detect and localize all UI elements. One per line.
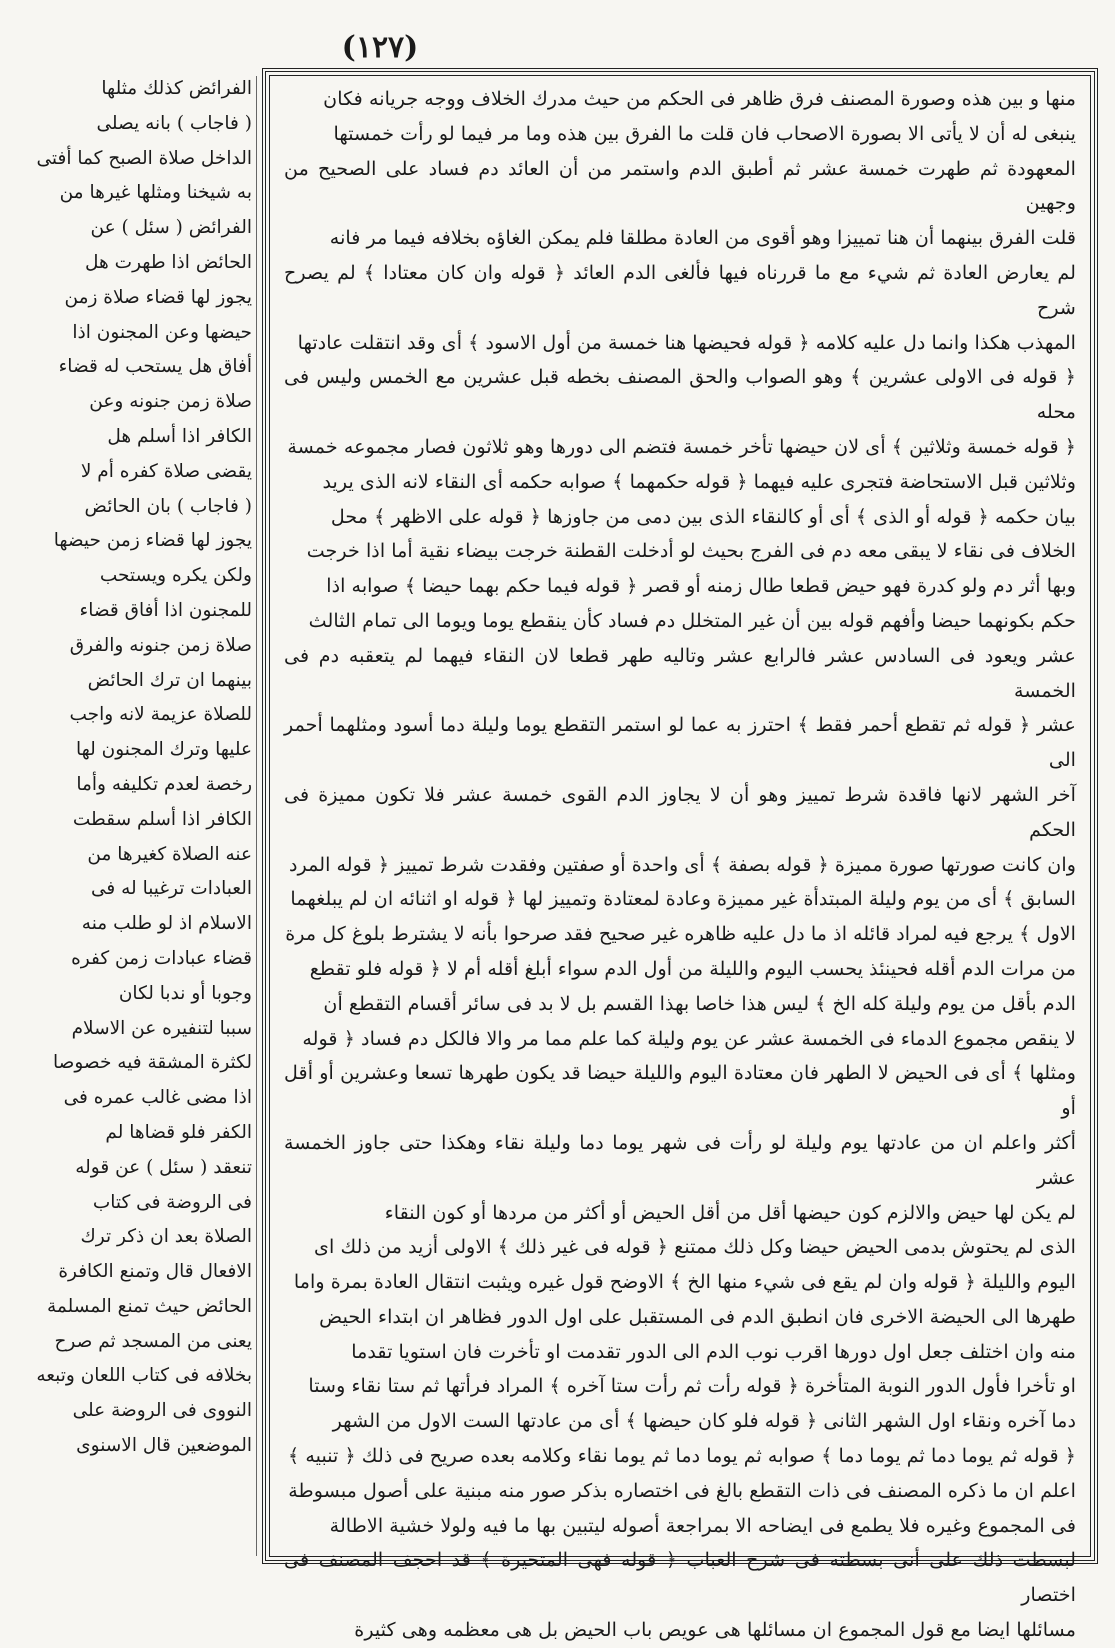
main-text-line: لبسطت ذلك على أنى بسطته فى شرح العباب ﴿ قوله فهى المتحيرة ﴾ قد احجف المصنف فى اختصار — [284, 1548, 1076, 1607]
margin-text-line: صلاة زمن جنونه وعن — [89, 391, 252, 413]
margin-text-block — [6, 72, 252, 1464]
margin-text-line: بينهما ان ترك الحائض — [87, 669, 252, 691]
margin-text-line: العبادات ترغيبا له فى — [90, 878, 252, 900]
margin-text-line: لكثرة المشقة فيه خصوصا — [53, 1052, 252, 1074]
margin-text-line: يجوز لها قضاء صلاة زمن — [64, 286, 252, 308]
main-text-line: ينبغى له أن لا يأتى الا بصورة الاصحاب فان قلت ما الفرق بين هذه وما مر فيما لو رأت خمستها — [333, 121, 1076, 145]
main-text-line: السابق ﴾ أى من يوم وليلة المبتدأة غير مميزة وعادة لمعتادة وتمييز لها ﴿ قوله او اثنائه ان لم يبلغهما — [290, 887, 1076, 911]
main-text-line: اعلم ان ما ذكره المصنف فى ذات التقطع بالغ فى اختصاره بذكر صور منه مبنية على أصول مبسوطة — [288, 1478, 1076, 1502]
margin-text-line: للمجنون اذا أفاق قضاء — [79, 599, 252, 621]
main-text-line: عشر ويعود فى السادس عشر فالرابع عشر وتاليه طهر قطعا لان النقاء فيهما لم يتعقبه دم فى الخمسة — [284, 643, 1076, 702]
margin-text-line: الحائض اذا طهرت هل — [85, 251, 252, 273]
main-text-line: وان كانت صورتها صورة مميزة ﴿ قوله بصفة ﴾ أى واحدة أو صفتين وفقدت شرط تمييز ﴿ قوله المرد — [289, 852, 1076, 876]
main-text-line: حكم بكونهما حيضا وأفهم قوله بين أن غير المتخلل دم فساد كأن ينقطع يوما ويوما الى تمام الثالث — [308, 608, 1076, 632]
margin-text-line: حيضها وعن المجنون اذا — [72, 321, 252, 343]
margin-text-line: الحائض حيث تمنع المسلمة — [47, 1295, 252, 1317]
main-text-line: المهذب هكذا وانما دل عليه كلامه ﴿ قوله فحيضها هنا خمسة من أول الاسود ﴾ أى وقد انتقلت عادتها — [297, 330, 1076, 354]
main-text-inner — [269, 75, 1091, 1642]
main-text-line: ﴿ قوله خمسة وثلاثين ﴾ أى لان حيضها تأخر خمسة فتضم الى دورها وهو ثلاثون فصار مجموعه خمسة — [287, 434, 1076, 458]
margin-text-line: رخصة لعدم تكليفه وأما — [76, 773, 252, 795]
main-text-line: طهرها الى الحيضة الاخرى فان انطبق الدم فى المستقبل على اول الدور فظاهر ان ابتداء الحيض — [319, 1304, 1076, 1328]
main-text-line: لم يعارض العادة ثم شيء مع ما قررناه فيها فألغى الدم العائد ﴿ قوله وان كان معتادا ﴾ لم يصرح شرح — [284, 260, 1076, 319]
main-text-line: الذى لم يحتوش بدمى الحيض حيضا وكل ذلك ممتنع ﴿ قوله فى غير ذلك ﴾ الاولى أزيد من ذلك اى — [314, 1235, 1076, 1259]
margin-text-line: اذا مضى غالب عمره فى — [63, 1087, 252, 1109]
margin-text-line: الداخل صلاة الصبح كما أفتى — [36, 147, 252, 169]
main-text-line: اليوم والليلة ﴿ قوله وان لم يقع فى شيء منها الخ ﴾ الاوضح قول غيره ويثبت انتقال العادة بمرة واما — [293, 1270, 1076, 1294]
main-text-line: ﴿ قوله ثم يوما دما ثم يوما دما ﴾ صوابه ثم يوما دما ثم يوما نقاء وكلامه بعده صريح فى ذلك ﴿ تنبيه ﴾ — [288, 1444, 1076, 1468]
main-text-line: آخر الشهر لانها فاقدة شرط تمييز وهو أن لا يجاوز الدم القوى خمسة عشر فلا تكون مميزة فى الحكم — [284, 782, 1076, 841]
main-text-line: الاول ﴾ يرجع فيه لمراد قائله اذ ما دل عليه ظاهره غير صحيح فقد صرحوا بأنه لا يشترط بلوغ كل مرة — [285, 922, 1076, 946]
margin-text-line: به شيخنا ومثلها غيرها من — [59, 182, 252, 204]
margin-text-line: يعنى من المسجد ثم صرح — [54, 1330, 252, 1352]
main-text-line: مسائلها ايضا مع قول المجموع ان مسائلها هى عويص باب الحيض بل هى معظمه وهى كثيرة — [354, 1618, 1076, 1642]
margin-text-line: يقضى صلاة كفره أم لا — [80, 460, 252, 482]
main-text-line: ﴿ قوله فى الاولى عشرين ﴾ وهو الصواب والحق المصنف بخطه قبل عشرين مع الخمس وليس فى محله — [284, 365, 1076, 424]
margin-text-line: عليها وترك المجنون لها — [75, 739, 252, 761]
main-text-line: الدم بأقل من يوم وليلة كله الخ ﴾ ليس هذا خاصا بهذا القسم بل لا بد فى سائر أقسام التقطع أن — [323, 991, 1076, 1015]
margin-text-line: سببا لتنفيره عن الاسلام — [71, 1017, 252, 1039]
margin-text-line: تنعقد ( سئل ) عن قوله — [75, 1156, 252, 1178]
margin-text-line: الكافر اذا أسلم هل — [107, 425, 252, 447]
margin-text-line: يجوز لها قضاء زمن حيضها — [53, 530, 252, 552]
main-text-line: المعهودة ثم طهرت خمسة عشر ثم أطبق الدم واستمر من أن العائد دم فساد على الصحيح من وجهين — [284, 156, 1076, 215]
margin-text-line: الافعال قال وتمنع الكافرة — [58, 1261, 252, 1283]
main-text-line: منه وان اختلف جعل اول دورها اقرب نوب الدم الى الدور تقدمت او تأخرت فان استويا تقدما — [351, 1339, 1076, 1363]
margin-text-line: ( فاجاب ) بانه يصلى — [96, 112, 252, 134]
margin-text-line: ( فاجاب ) بان الحائض — [84, 495, 252, 517]
margin-text-line: الكافر اذا أسلم سقطت — [72, 808, 252, 830]
margin-text-line: الفرائض ( سئل ) عن — [90, 217, 252, 239]
main-text-line: دما آخره ونقاء اول الشهر الثانى ﴿ قوله فلو كان حيضها ﴾ أى من عادتها الست الاول من الشهر — [332, 1409, 1076, 1433]
margin-text-line: قضاء عبادات زمن كفره — [71, 947, 252, 969]
main-text-line: أكثر واعلم ان من عادتها يوم وليلة لو رأت فى شهر يوما دما وليلة نقاء وهكذا حتى جاوز الخمسة عشر — [284, 1130, 1076, 1189]
margin-text-line: ولكن يكره ويستحب — [99, 565, 252, 587]
main-text-frame — [262, 68, 1098, 1642]
margin-text-line: الصلاة بعد ان ذكر ترك — [80, 1226, 252, 1248]
margin-text-line: بخلافه فى كتاب اللعان وتبعه — [36, 1365, 252, 1387]
margin-text-line: للصلاة عزيمة لانه واجب — [69, 704, 252, 726]
main-text-line: لم يكن لها حيض والالزم كون حيضها أقل من أقل الحيض أو أكثر من مردها أو كون النقاء — [384, 1200, 1076, 1224]
main-text-line: الخلاف فى نقاء لا يبقى معه دم فى الفرج بحيث لو أدخلت القطنة خرجت بيضاء نقية أما اذا خرجت — [306, 539, 1076, 563]
margin-text-line: أفاق هل يستحب له قضاء — [58, 356, 252, 378]
column-divider — [256, 76, 257, 1556]
main-text-line: ومثلها ﴾ أى فى الحيض لا الطهر فان معتادة اليوم والليلة حيضا قد يكون طهرها تسعا وعشرين أو أقل أو — [284, 1061, 1076, 1120]
margin-text-line: عنه الصلاة كغيرها من — [87, 843, 252, 865]
margin-text-line: فى الروضة فى كتاب — [92, 1191, 252, 1213]
main-text-line: او تأخرا فأول الدور النوبة المتأخرة ﴿ قوله رأت ثم رأت ستا آخره ﴾ المراد فرأتها ثم ستا نقاء وستا — [308, 1374, 1076, 1398]
margin-text-line: الكفر فلو قضاها لم — [105, 1121, 252, 1143]
margin-commentary — [6, 72, 252, 1568]
margin-text-line: وجوبا أو ندبا لكان — [118, 982, 252, 1004]
margin-text-line: الموضعين قال الاسنوى — [76, 1435, 252, 1457]
main-text-line: وبها أثر دم ولو كدرة فهو حيض قطعا طال زمنه أو قصر ﴿ قوله فيما حكم بهما حيضا ﴾ صوابه اذا — [326, 574, 1076, 598]
main-text-line: عشر ﴿ قوله ثم تقطع أحمر فقط ﴾ احترز به عما لو استمر التقطع يوما وليلة دما أسود ومثلهما أحمر الى — [284, 713, 1076, 772]
main-text-line: من مرات الدم أقله فحينئذ يحسب اليوم والليلة من أول الدم سواء أبلغ أقله أم لا ﴿ قوله فلو تقطع — [309, 956, 1076, 980]
main-text-line: بيان حكمه ﴿ قوله أو الذى ﴾ أى أو كالنقاء الذى بين دمى من جاوزها ﴿ قوله على الاظهر ﴾ محل — [330, 504, 1076, 528]
margin-text-line: الفرائض كذلك مثلها — [101, 78, 252, 99]
main-text-line: وثلاثين قبل الاستحاضة فتجرى عليه فيهما ﴿ قوله حكمهما ﴾ صوابه حكمه أى النقاء لانه الذى يريد — [322, 469, 1076, 493]
margin-text-line: صلاة زمن جنونه والفرق — [69, 634, 252, 656]
main-text-line: قلت الفرق بينهما أن هنا تمييزا وهو أقوى من العادة مطلقا فلم يمكن الغاؤه بخلافه فيما مر فانه — [329, 226, 1076, 250]
margin-text-line: النووى فى الروضة على — [72, 1400, 252, 1422]
main-text-block — [284, 82, 1076, 1648]
main-text-line: منها و بين هذه وصورة المصنف فرق ظاهر فى الحكم من حيث مدرك الخلاف ووجه جريانه فكان — [323, 87, 1076, 110]
margin-text-line: الاسلام اذ لو طلب منه — [81, 913, 252, 935]
main-text-line: فى المجموع وغيره فلا يطمع فى ايضاحه الا بمراجعة أصوله ليتبين بها ما فيه ولولا خشية الاطالة — [329, 1513, 1076, 1537]
page-number: (١٢٧) — [341, 30, 419, 65]
main-text-line: لا ينقص مجموع الدماء فى الخمسة عشر عن يوم وليلة كما علم مما مر والا فالكل دم فساد ﴿ قوله — [302, 1026, 1076, 1050]
